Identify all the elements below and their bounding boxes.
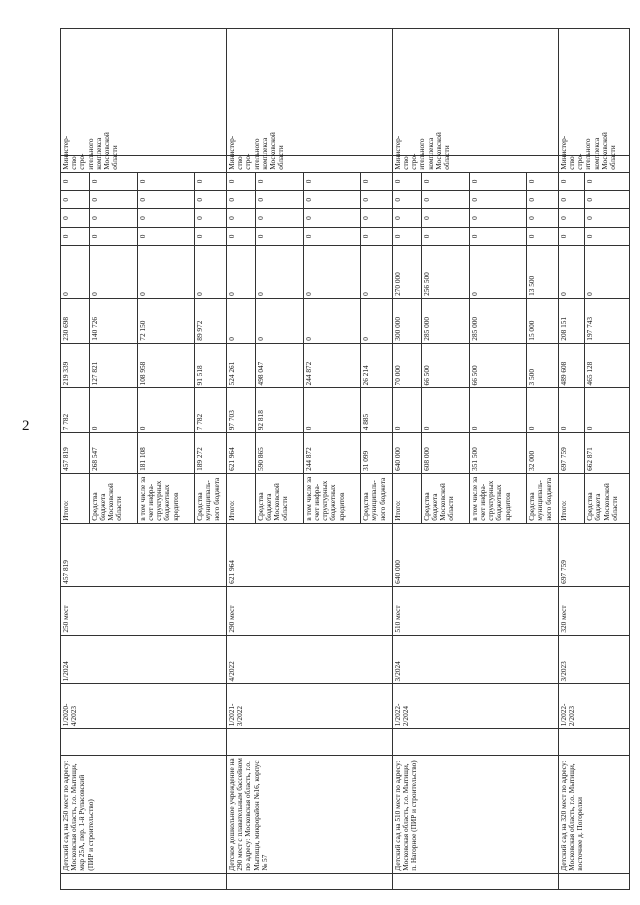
amount-cell: 140 726 xyxy=(89,298,137,343)
financing-table-sheet xyxy=(60,18,630,890)
amount-cell: 0 xyxy=(89,246,137,299)
amount-cell: 457 819 xyxy=(61,433,90,474)
funding-source-cell: Итого: xyxy=(61,473,90,523)
zero-cell: 0 xyxy=(226,172,255,190)
amount-cell: 489 608 xyxy=(558,343,584,388)
zero-cell: 0 xyxy=(226,209,255,227)
blank-cell xyxy=(61,729,227,755)
zero-cell: 0 xyxy=(469,191,526,209)
zero-cell: 0 xyxy=(392,191,421,209)
blank-cell xyxy=(558,729,629,755)
amount-cell: 285 000 xyxy=(421,298,469,343)
amount-cell: 32 000 xyxy=(527,433,559,474)
limit-cell: 457 819 xyxy=(61,523,227,586)
zero-cell: 0 xyxy=(421,209,469,227)
page-number: 2 xyxy=(22,418,30,434)
amount-cell: 0 xyxy=(303,246,360,299)
funding-source-cell: Средства бюджета Московской области xyxy=(421,473,469,523)
zero-cell: 0 xyxy=(527,227,559,245)
amount-cell: 0 xyxy=(469,246,526,299)
customer-cell: Министер-ство стро-ительного комплекса Московской области xyxy=(558,156,629,172)
zero-cell: 0 xyxy=(585,227,630,245)
amount-cell: 662 871 xyxy=(585,433,630,474)
amount-cell: 0 xyxy=(392,388,421,433)
blank-cell xyxy=(392,29,558,156)
zero-cell: 0 xyxy=(361,227,393,245)
amount-cell: 524 261 xyxy=(226,343,255,388)
amount-cell: 0 xyxy=(226,246,255,299)
zero-cell: 0 xyxy=(469,172,526,190)
amount-cell: 0 xyxy=(137,388,194,433)
zero-cell: 0 xyxy=(137,172,194,190)
zero-cell: 0 xyxy=(137,227,194,245)
zero-cell: 0 xyxy=(137,191,194,209)
table-row xyxy=(392,19,421,890)
amount-cell: 621 964 xyxy=(226,433,255,474)
zero-cell: 0 xyxy=(585,191,630,209)
zero-cell: 0 xyxy=(361,191,393,209)
amount-cell: 640 000 xyxy=(392,433,421,474)
amount-cell: 13 500 xyxy=(527,246,559,299)
object-name-cell: Детское дошкольное учреждение на 290 мест с плавательным бассейном по адресу: Московская область, г.о. Мытищи, микрорайон №16, корпус № 57 xyxy=(226,755,392,873)
capacity-cell: 510 мест xyxy=(392,586,558,635)
zero-cell: 0 xyxy=(89,191,137,209)
funding-source-cell: Итого: xyxy=(558,473,584,523)
object-name-cell: Детский сад на 510 мест по адресу: Московская область, г.о. Мытищи, п. Нагорное (ПИР и строительство) xyxy=(392,755,558,873)
zero-cell: 0 xyxy=(61,172,90,190)
zero-cell: 0 xyxy=(527,209,559,227)
customer-cell: Министер-ство стро-ительного комплекса Московской области xyxy=(392,156,558,172)
amount-cell: 108 958 xyxy=(137,343,194,388)
amount-cell: 70 000 xyxy=(392,343,421,388)
amount-cell: 197 743 xyxy=(585,298,630,343)
amount-cell: 0 xyxy=(303,298,360,343)
amount-cell: 31 099 xyxy=(361,433,393,474)
blank-cell xyxy=(558,873,629,889)
amount-cell: 15 000 xyxy=(527,298,559,343)
limit-cell: 640 000 xyxy=(392,523,558,586)
amount-cell: 66 500 xyxy=(469,343,526,388)
amount-cell: 0 xyxy=(361,298,393,343)
zero-cell: 0 xyxy=(392,209,421,227)
limit-cell: 697 759 xyxy=(558,523,629,586)
amount-cell: 7 782 xyxy=(61,388,90,433)
zero-cell: 0 xyxy=(392,172,421,190)
zero-cell: 0 xyxy=(421,172,469,190)
period-cell: 1/2022-2/2024 xyxy=(392,684,558,729)
amount-cell: 256 500 xyxy=(421,246,469,299)
zero-cell: 0 xyxy=(89,209,137,227)
zero-cell: 0 xyxy=(226,227,255,245)
amount-cell: 300 000 xyxy=(392,298,421,343)
amount-cell: 465 128 xyxy=(585,343,630,388)
period-cell: 1/2022-2/2023 xyxy=(558,684,629,729)
amount-cell: 351 500 xyxy=(469,433,526,474)
table-row xyxy=(558,19,584,890)
amount-cell: 244 872 xyxy=(303,433,360,474)
zero-cell: 0 xyxy=(421,227,469,245)
amount-cell: 0 xyxy=(527,388,559,433)
amount-cell: 91 518 xyxy=(195,343,227,388)
funding-source-cell: Средства бюджета Московской области xyxy=(255,473,303,523)
period-cell: 1/2021-3/2022 xyxy=(226,684,392,729)
amount-cell: 230 698 xyxy=(61,298,90,343)
amount-cell: 89 972 xyxy=(195,298,227,343)
amount-cell: 208 151 xyxy=(558,298,584,343)
zero-cell: 0 xyxy=(195,209,227,227)
zero-cell: 0 xyxy=(421,191,469,209)
customer-cell: Министер-ство стро-ительного комплекса Московской области xyxy=(226,156,392,172)
funding-source-cell: в том числе за счет инфра-структурных бюджетных кредитов xyxy=(469,473,526,523)
zero-cell: 0 xyxy=(303,191,360,209)
amount-cell: 219 339 xyxy=(61,343,90,388)
amount-cell: 3 500 xyxy=(527,343,559,388)
zero-cell: 0 xyxy=(361,209,393,227)
date-cell: 4/2022 xyxy=(226,635,392,684)
capacity-cell: 320 мест xyxy=(558,586,629,635)
date-cell: 1/2024 xyxy=(61,635,227,684)
amount-cell: 0 xyxy=(255,298,303,343)
amount-cell: 0 xyxy=(558,388,584,433)
rotated-table-wrapper xyxy=(60,18,630,890)
date-cell: 3/2023 xyxy=(558,635,629,684)
zero-cell: 0 xyxy=(61,209,90,227)
amount-cell: 0 xyxy=(585,246,630,299)
amount-cell: 0 xyxy=(255,246,303,299)
amount-cell: 7 782 xyxy=(195,388,227,433)
amount-cell: 0 xyxy=(361,246,393,299)
zero-cell: 0 xyxy=(527,172,559,190)
amount-cell: 0 xyxy=(585,388,630,433)
zero-cell: 0 xyxy=(558,172,584,190)
amount-cell: 0 xyxy=(89,388,137,433)
zero-cell: 0 xyxy=(361,172,393,190)
object-name-cell: Детский сад на 250 мест по адресу: Московская область, г.о. Мытищи, мкр 25А, пер. 1-й Рупасовский (ПИР и строительство) xyxy=(61,755,227,873)
amount-cell: 0 xyxy=(137,246,194,299)
amount-cell: 0 xyxy=(558,246,584,299)
zero-cell: 0 xyxy=(61,227,90,245)
amount-cell: 0 xyxy=(195,246,227,299)
capacity-cell: 290 мест xyxy=(226,586,392,635)
zero-cell: 0 xyxy=(392,227,421,245)
amount-cell: 268 547 xyxy=(89,433,137,474)
amount-cell: 4 885 xyxy=(361,388,393,433)
zero-cell: 0 xyxy=(255,227,303,245)
amount-cell: 590 865 xyxy=(255,433,303,474)
blank-cell xyxy=(226,729,392,755)
zero-cell: 0 xyxy=(137,209,194,227)
blank-cell xyxy=(226,873,392,889)
zero-cell: 0 xyxy=(303,209,360,227)
amount-cell: 72 150 xyxy=(137,298,194,343)
zero-cell: 0 xyxy=(195,191,227,209)
amount-cell: 0 xyxy=(226,298,255,343)
zero-cell: 0 xyxy=(303,172,360,190)
financing-table xyxy=(60,18,630,890)
amount-cell: 26 214 xyxy=(361,343,393,388)
zero-cell: 0 xyxy=(469,227,526,245)
amount-cell: 697 759 xyxy=(558,433,584,474)
zero-cell: 0 xyxy=(255,191,303,209)
amount-cell: 189 272 xyxy=(195,433,227,474)
zero-cell: 0 xyxy=(255,209,303,227)
amount-cell: 0 xyxy=(61,246,90,299)
blank-cell xyxy=(392,729,558,755)
zero-cell: 0 xyxy=(195,227,227,245)
zero-cell: 0 xyxy=(61,191,90,209)
limit-cell: 621 964 xyxy=(226,523,392,586)
amount-cell: 244 872 xyxy=(303,343,360,388)
amount-cell: 285 000 xyxy=(469,298,526,343)
customer-cell: Министер-ство стро-ительного комплекса Московской области xyxy=(61,156,227,172)
zero-cell: 0 xyxy=(255,172,303,190)
blank-cell xyxy=(61,29,227,156)
amount-cell: 127 821 xyxy=(89,343,137,388)
zero-cell: 0 xyxy=(195,172,227,190)
funding-source-cell: в том числе за счет инфра-структурных бюджетных кредитов xyxy=(137,473,194,523)
blank-cell xyxy=(392,873,558,889)
zero-cell: 0 xyxy=(226,191,255,209)
zero-cell: 0 xyxy=(89,227,137,245)
table-row xyxy=(61,19,90,890)
blank-cell xyxy=(226,29,392,156)
amount-cell: 0 xyxy=(303,388,360,433)
zero-cell: 0 xyxy=(89,172,137,190)
funding-source-cell: Итого: xyxy=(392,473,421,523)
blank-cell xyxy=(61,873,227,889)
object-name-cell: Детский сад на 320 мест по адресу: Московская область, г.о. Мытищи, восточнее д. Погорелки xyxy=(558,755,629,873)
funding-source-cell: Средства бюджета Московской области xyxy=(585,473,630,523)
amount-cell: 608 000 xyxy=(421,433,469,474)
amount-cell: 270 000 xyxy=(392,246,421,299)
amount-cell: 97 703 xyxy=(226,388,255,433)
zero-cell: 0 xyxy=(469,209,526,227)
amount-cell: 66 500 xyxy=(421,343,469,388)
amount-cell: 498 047 xyxy=(255,343,303,388)
funding-source-cell: Средства муниципаль-ного бюджета xyxy=(361,473,393,523)
amount-cell: 92 818 xyxy=(255,388,303,433)
blank-cell xyxy=(558,29,629,156)
funding-source-cell: Средства муниципаль-ного бюджета xyxy=(527,473,559,523)
capacity-cell: 250 мест xyxy=(61,586,227,635)
funding-source-cell: в том числе за счет инфра-структурных бюджетных кредитов xyxy=(303,473,360,523)
zero-cell: 0 xyxy=(527,191,559,209)
amount-cell: 0 xyxy=(421,388,469,433)
zero-cell: 0 xyxy=(585,209,630,227)
amount-cell: 0 xyxy=(469,388,526,433)
amount-cell: 181 108 xyxy=(137,433,194,474)
zero-cell: 0 xyxy=(558,209,584,227)
zero-cell: 0 xyxy=(303,227,360,245)
zero-cell: 0 xyxy=(558,227,584,245)
period-cell: 1/2020-4/2023 xyxy=(61,684,227,729)
funding-source-cell: Итого: xyxy=(226,473,255,523)
date-cell: 3/2024 xyxy=(392,635,558,684)
zero-cell: 0 xyxy=(558,191,584,209)
table-row xyxy=(226,19,255,890)
funding-source-cell: Средства бюджета Московской области xyxy=(89,473,137,523)
zero-cell: 0 xyxy=(585,172,630,190)
funding-source-cell: Средства муниципаль-ного бюджета xyxy=(195,473,227,523)
